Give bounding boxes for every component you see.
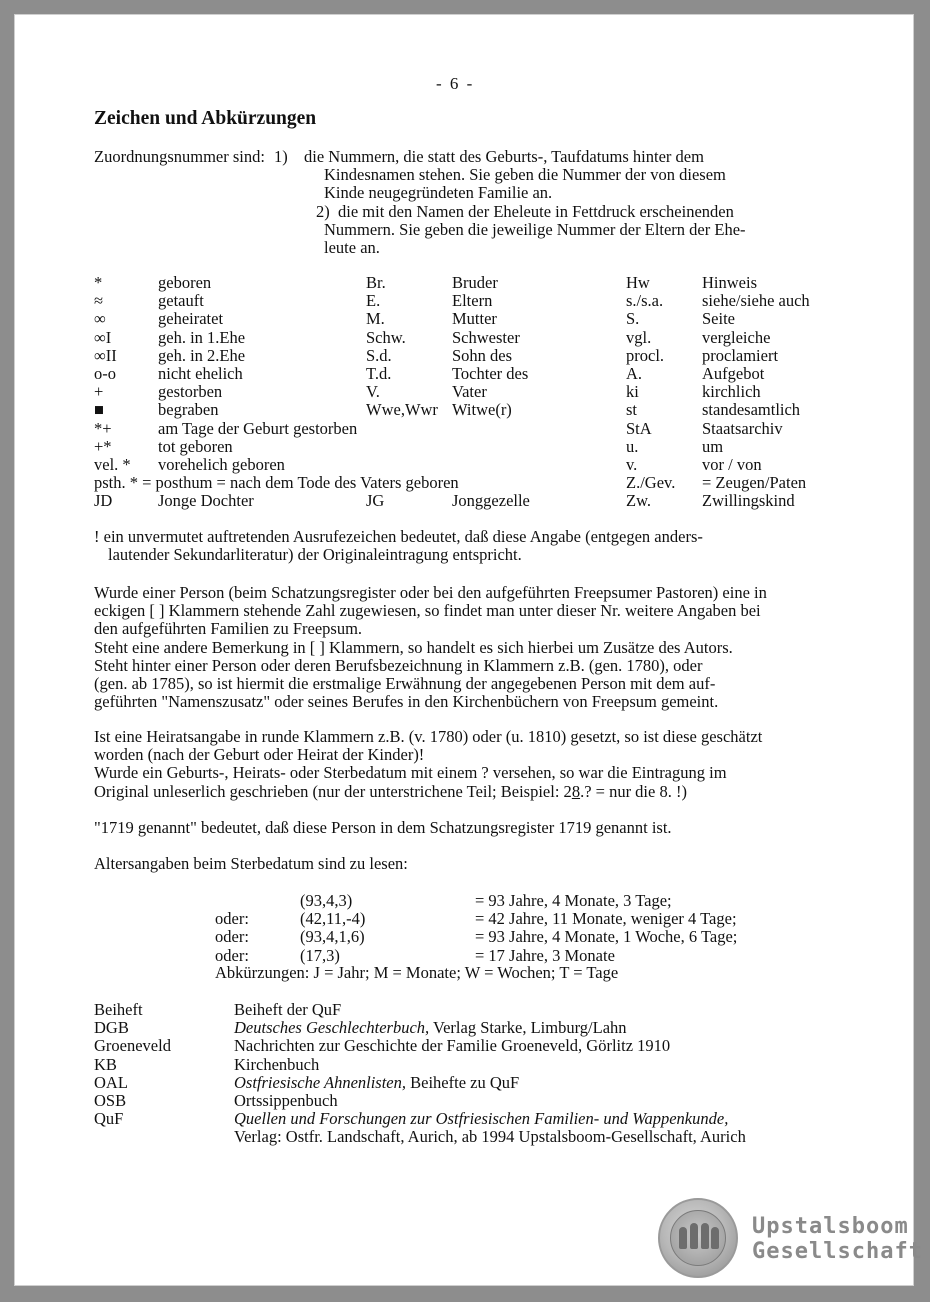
abbreviation-meaning: nicht ehelich (158, 364, 243, 383)
abbreviation-row (94, 347, 854, 365)
exclamation-note (94, 528, 703, 564)
zuordnung-lead: Zuordnungsnummer sind: (94, 147, 265, 166)
abbreviation-code: ■ (94, 400, 104, 420)
example-underlined: 8 (571, 781, 581, 801)
abbreviation-code: JG (366, 491, 385, 511)
abbreviation-meaning: Vater (452, 382, 487, 402)
paragraph-line: den aufgeführten Familien zu Freepsum. (94, 619, 363, 639)
literature-abbr: Beiheft (94, 1000, 143, 1019)
abbreviation-meaning: vorehelich geboren (158, 455, 285, 474)
abbreviation-code: o-o (94, 364, 116, 383)
item1-line: die Nummern, die statt des Geburts-, Taufdatums hinter dem (304, 147, 704, 166)
abbreviation-code: +* (94, 436, 112, 456)
abbreviation-row (94, 292, 854, 310)
exclamation-line: lautender Sekundarliteratur) der Originaleintragung entspricht. (108, 545, 522, 565)
item1-line: Kinde neugegründeten Familie an. (324, 183, 553, 203)
age-prefix: oder: (215, 927, 249, 947)
abbreviation-meaning: Schwester (452, 327, 520, 347)
abbreviation-code: StA (626, 418, 652, 438)
abbreviation-code: JD (94, 491, 113, 511)
abbreviation-meaning: Zwillingskind (702, 491, 795, 511)
ages-intro: Altersangaben beim Sterbedatum sind zu lesen: (94, 854, 408, 873)
abbreviation-row (94, 274, 854, 292)
abbreviation-code: procl. (626, 345, 665, 365)
abbreviation-code: Schw. (366, 327, 406, 347)
abbreviation-meaning: Aufgebot (702, 364, 765, 383)
abbreviation-code: ki (626, 382, 639, 402)
page-number: - 6 - (436, 74, 475, 93)
abbreviation-code: S.d. (366, 345, 392, 365)
item2-line: die mit den Namen der Eheleute in Fettdruck erscheinenden (338, 201, 734, 221)
abbreviation-code: * (94, 273, 103, 292)
abbreviation-row (94, 401, 854, 419)
age-meaning: = 42 Jahre, 11 Monate, weniger 4 Tage; (475, 909, 737, 929)
abbreviation-code: s./s.a. (626, 291, 664, 311)
literature-abbr: QuF (94, 1109, 124, 1129)
abbreviation-code: vgl. (626, 327, 652, 347)
abbreviation-meaning: begraben (158, 400, 219, 420)
age-code: (93,4,3) (300, 891, 353, 910)
abbreviation-code: ∞I (94, 327, 112, 347)
abbreviation-meaning: am Tage der Geburt gestorben (158, 418, 358, 438)
abbreviation-meaning: Bruder (452, 273, 498, 292)
paragraph-line: Steht hinter einer Person oder deren Berufsbezeichnung in Klammern z.B. (gen. 1780), oder (94, 655, 703, 675)
literature-title: Kirchenbuch (234, 1054, 320, 1074)
age-code: (42,11,-4) (300, 909, 366, 929)
age-prefix: oder: (215, 909, 249, 929)
abbreviation-meaning: gestorben (158, 382, 223, 402)
abbreviation-meaning: Jonggezelle (452, 491, 530, 511)
literature-entry (234, 1019, 627, 1037)
abbreviation-code: u. (626, 436, 639, 456)
abbreviation-meaning: Jonge Dochter (158, 491, 254, 511)
abbreviation-row (94, 420, 854, 438)
literature-entry (234, 1110, 728, 1128)
abbreviation-meaning: vergleiche (702, 327, 771, 347)
brackets-paragraph (94, 584, 767, 711)
abbreviation-code: M. (366, 309, 385, 329)
abbreviation-meaning: standesamtlich (702, 400, 801, 420)
abbreviation-meaning: Staatsarchiv (702, 418, 783, 438)
literature-abbr: KB (94, 1054, 117, 1074)
abbreviation-row (94, 329, 854, 347)
literature-entry (234, 1074, 519, 1092)
abbreviation-meaning: geheiratet (158, 309, 224, 329)
paragraph-line (94, 783, 762, 801)
literature-abbr: OAL (94, 1072, 128, 1092)
abbreviation-code: T.d. (366, 364, 392, 383)
abbreviation-code: E. (366, 291, 381, 311)
abbreviation-code: + (94, 382, 104, 402)
brand-line-2: Gesellschaft (752, 1239, 923, 1264)
abbreviation-meaning: Witwe(r) (452, 400, 512, 420)
abbreviation-meaning: geh. in 2.Ehe (158, 345, 246, 365)
literature-abbr: OSB (94, 1091, 127, 1110)
abbreviation-code: psth. * = posthum = nach dem Tode des Vaters geboren (94, 473, 459, 493)
paragraph-line: Wurde einer Person (beim Schatzungsregister oder bei den aufgeführten Freepsumer Pastoren) eine in (94, 583, 767, 602)
literature-title: Deutsches Geschlechterbuch, (234, 1018, 430, 1038)
abbreviation-meaning: Mutter (452, 309, 497, 329)
abbreviation-row (94, 365, 854, 383)
abbreviation-meaning: geh. in 1.Ehe (158, 327, 246, 347)
literature-entry (234, 1092, 338, 1110)
estimate-paragraph (94, 728, 762, 801)
genannt-note: "1719 genannt" bedeutet, daß diese Person in dem Schatzungsregister 1719 genannt ist. (94, 818, 672, 837)
abbreviation-code: Br. (366, 273, 386, 292)
age-prefix: oder: (215, 945, 249, 965)
item1-line: Kindesnamen stehen. Sie geben die Nummer der von diesem (324, 165, 726, 185)
paragraph-line: geführten "Namenszusatz" oder seines Berufes in den Kirchenbüchern von Freepsum gemeint. (94, 692, 719, 712)
paragraph-line: eckigen [ ] Klammern stehende Zahl zugewiesen, so findet man unter dieser Nr. weitere Angaben bei (94, 601, 761, 621)
abbreviation-meaning: proclamiert (702, 345, 779, 365)
paragraph-line: Steht eine andere Bemerkung in [ ] Klammern, so handelt es sich hierbei um Zusätze des Autors. (94, 637, 733, 657)
abbreviation-code: S. (626, 309, 640, 329)
abbreviation-meaning: Seite (702, 309, 735, 329)
abbreviation-row (94, 383, 854, 401)
item1-number: 1) (274, 147, 288, 166)
literature-entry (234, 1001, 341, 1019)
abbreviation-meaning: um (702, 436, 724, 456)
abbreviation-code: Hw (626, 273, 650, 292)
literature-title: Ostfriesische Ahnenlisten, (234, 1072, 407, 1092)
abbreviation-code: Wwe,Wwr (366, 400, 438, 420)
literature-abbr: DGB (94, 1018, 129, 1038)
abbreviation-meaning: vor / von (702, 455, 762, 474)
ages-abbreviations: Abkürzungen: J = Jahr; M = Monate; W = Wochen; T = Tage (215, 963, 619, 982)
item2-line: Nummern. Sie geben die jeweilige Nummer der Eltern der Ehe- (324, 219, 746, 239)
abbreviation-code: V. (366, 382, 380, 402)
abbreviation-code: Zw. (626, 491, 652, 511)
abbreviation-code: Z./Gev. (626, 473, 676, 493)
upstalsboom-seal-logo (658, 1198, 738, 1278)
paragraph-line: Ist eine Heiratsangabe in runde Klammern z.B. (v. 1780) oder (u. 1810) gesetzt, so ist diese geschätzt (94, 727, 763, 746)
paragraph-line: (gen. ab 1785), so ist hiermit die erstmalige Erwähnung der angegebenen Person mit dem auf- (94, 673, 716, 693)
abbreviation-code: st (626, 400, 638, 420)
abbreviation-meaning: Sohn des (452, 345, 513, 365)
example-before: Original unleserlich geschrieben (nur der unterstrichene Teil; Beispiel: 2 (94, 781, 572, 801)
age-code: (17,3) (300, 945, 340, 965)
abbreviation-code: ≈ (94, 291, 104, 311)
literature-entry (234, 1037, 670, 1055)
abbreviation-row (94, 474, 854, 492)
age-code: (93,4,1,6) (300, 927, 365, 947)
literature-entry (234, 1056, 319, 1074)
item2-line: leute an. (324, 237, 380, 257)
zuordnung-block (94, 148, 854, 257)
abbreviation-row (94, 492, 854, 510)
abbreviation-row (94, 456, 854, 474)
section-heading: Zeichen und Abkürzungen (94, 108, 317, 129)
exclamation-line: ! ein unvermutet auftretenden Ausrufezeichen bedeutet, daß diese Angabe (entgegen anders- (94, 527, 703, 546)
literature-abbr: Groeneveld (94, 1036, 171, 1056)
abbreviation-code: *+ (94, 418, 112, 438)
abbreviation-meaning: = Zeugen/Paten (702, 473, 807, 493)
abbreviation-code: ∞II (94, 345, 117, 365)
abbreviation-meaning: kirchlich (702, 382, 761, 402)
literature-title: Beiheft der QuF (234, 1000, 342, 1019)
abbreviation-meaning: getauft (158, 291, 204, 311)
abbreviation-meaning: Eltern (452, 291, 493, 311)
document-page (14, 14, 923, 1286)
quf-publisher-line: Verlag: Ostfr. Landschaft, Aurich, ab 1994 Upstalsboom-Gesellschaft, Aurich (234, 1127, 746, 1147)
literature-publisher: Beihefte zu QuF (406, 1072, 520, 1092)
abbreviation-meaning: tot geboren (158, 436, 233, 456)
literature-title: Quellen und Forschungen zur Ostfriesischen Familien- und Wappenkunde, (234, 1109, 729, 1129)
age-meaning: = 17 Jahre, 3 Monate (475, 945, 615, 965)
paragraph-line: Wurde ein Geburts-, Heirats- oder Sterbedatum mit einem ? versehen, so war die Eintragung im (94, 763, 727, 783)
abbreviation-row (94, 310, 854, 328)
abbreviation-row (94, 438, 854, 456)
abbreviation-meaning: Tochter des (452, 364, 529, 383)
abbreviation-meaning: Hinweis (702, 273, 757, 292)
brand-line-1: Upstalsboom (752, 1214, 909, 1239)
literature-title: Ortssippenbuch (234, 1091, 338, 1110)
age-meaning: = 93 Jahre, 4 Monate, 3 Tage; (475, 891, 672, 910)
abbreviation-code: vel. * (94, 455, 131, 474)
abbreviation-code: v. (626, 455, 638, 474)
item2-number: 2) (316, 201, 330, 221)
abbreviation-table (94, 274, 854, 514)
paragraph-line: worden (nach der Geburt oder Heirat der Kinder)! (94, 745, 425, 765)
example-after: .? = nur die 8. !) (580, 781, 687, 801)
age-meaning: = 93 Jahre, 4 Monate, 1 Woche, 6 Tage; (475, 927, 738, 947)
abbreviation-code: ∞ (94, 309, 106, 329)
abbreviation-code: A. (626, 364, 643, 383)
abbreviation-meaning: siehe/siehe auch (702, 291, 810, 311)
literature-publisher: Verlag Starke, Limburg/Lahn (429, 1018, 627, 1038)
literature-list (94, 1001, 874, 1151)
literature-title: Nachrichten zur Geschichte der Familie Groeneveld, Görlitz 1910 (234, 1036, 671, 1056)
abbreviation-meaning: geboren (158, 273, 212, 292)
